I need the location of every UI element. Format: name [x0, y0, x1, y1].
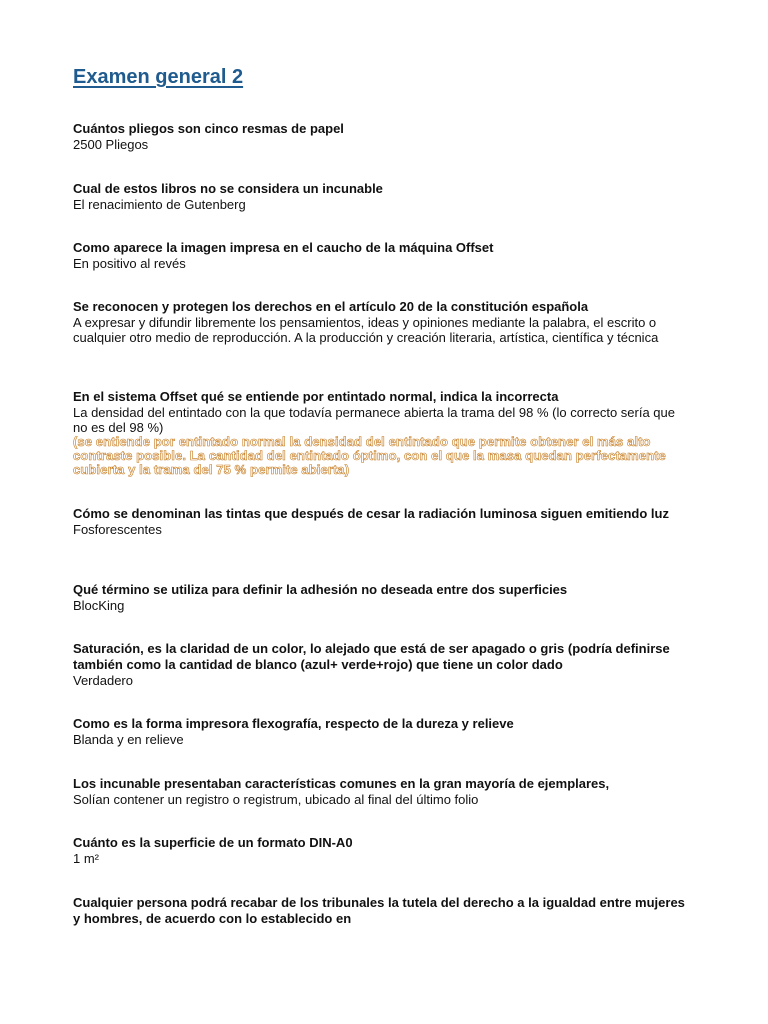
qa-item-8: [73, 641, 693, 688]
qa-item-9: [73, 716, 693, 747]
qa-item-11: [73, 835, 693, 866]
question: Cómo se denominan las tintas que después de cesar la radiación luminosa siguen emitiendo luz: [73, 506, 669, 521]
question: Se reconocen y protegen los derechos en el artículo 20 de la constitución española: [73, 299, 589, 314]
question: Cualquier persona podrá recabar de los tribunales la tutela del derecho a la igualdad entre mujeres y hombres, de acuerdo con lo establecido en: [73, 895, 685, 926]
qa-item-10: [73, 776, 693, 807]
answer: Verdadero: [73, 673, 133, 688]
answer-note: (se entiende por entintado normal la densidad del entintado que permite obtener el más alto contraste posible. La cantidad del entintado óptimo, con el que la masa quedan perfectamente cubierta y la trama del 75 % permite abierta): [73, 434, 666, 477]
qa-item-7: [73, 582, 693, 613]
answer: Solían contener un registro o registrum, ubicado al final del último folio: [73, 792, 479, 807]
qa-item-5: [73, 389, 693, 477]
answer: Fosforescentes: [73, 522, 162, 537]
qa-item-12: [73, 895, 693, 927]
question: Como aparece la imagen impresa en el caucho de la máquina Offset: [73, 240, 494, 255]
answer: El renacimiento de Gutenberg: [73, 197, 246, 212]
qa-item-2: [73, 181, 693, 212]
qa-item-6: [73, 506, 693, 537]
answer: BlocKing: [73, 598, 125, 613]
question: Cuánto es la superficie de un formato DIN-A0: [73, 835, 353, 850]
question: Cual de estos libros no se considera un incunable: [73, 181, 383, 196]
question: En el sistema Offset qué se entiende por entintado normal, indica la incorrecta: [73, 389, 559, 404]
page-title: Examen general 2: [73, 66, 244, 88]
answer: 1 m²: [73, 851, 99, 866]
answer: A expresar y difundir libremente los pensamientos, ideas y opiniones mediante la palabra, el escrito o cualquier otro medio de reproducción. A la producción y creación literaria, artística, científica y técnica: [73, 315, 659, 345]
answer: Blanda y en relieve: [73, 732, 184, 747]
answer: 2500 Pliegos: [73, 137, 149, 152]
question: Saturación, es la claridad de un color, lo alejado que está de ser apagado o gris (podría definirse también como la cantidad de blanco (azul+ verde+rojo) que tiene un color dado: [73, 641, 670, 672]
question: Cuántos pliegos son cinco resmas de papel: [73, 121, 344, 136]
question: Qué término se utiliza para definir la adhesión no deseada entre dos superficies: [73, 582, 568, 597]
question: Como es la forma impresora flexografía, respecto de la dureza y relieve: [73, 716, 514, 731]
answer: En positivo al revés: [73, 256, 186, 271]
qa-item-4: [73, 299, 693, 345]
answer: La densidad del entintado con la que todavía permanece abierta la trama del 98 % (lo correcto sería que no es del 98 %): [73, 405, 675, 435]
qa-item-1: [73, 121, 693, 152]
question: Los incunable presentaban características comunes en la gran mayoría de ejemplares,: [73, 776, 610, 791]
qa-item-3: [73, 240, 693, 271]
